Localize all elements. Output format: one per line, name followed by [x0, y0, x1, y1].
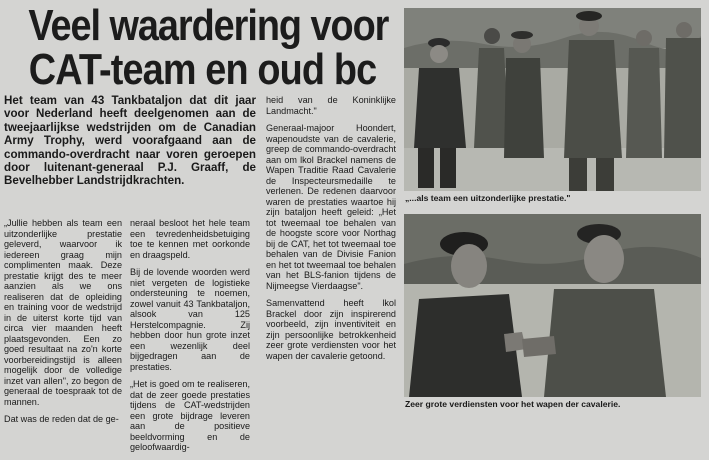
photo-team-award	[404, 8, 701, 191]
article-column-3	[266, 95, 396, 368]
headline-line-2: CAT-team en oud bc	[28, 45, 377, 94]
article-column-1	[4, 218, 122, 432]
photo-1-caption: „...als team een uitzonderlijke prestatie."	[405, 193, 571, 203]
photo-medal-award-image	[404, 214, 701, 397]
photo-team-award-image	[404, 8, 701, 191]
column-3-paragraph-1: heid van de Koninklijke Landmacht."	[266, 95, 396, 116]
column-3-paragraph-3: Samenvattend heeft lkol Brackel door zijn inspirerend voorbeeld, zijn inventiviteit en zijn persoonlijke betrokkenheid zeer grote verdiensten voor het wapen der cavalerie getoond.	[266, 298, 396, 361]
photo-2-caption: Zeer grote verdiensten voor het wapen der cavalerie.	[405, 399, 621, 409]
photo-medal-award	[404, 214, 701, 397]
column-3-paragraph-2: Generaal-majoor Hoondert, wapenoudste van de cavalerie, greep de commando-overdracht aan om lkol Brackel namens de Wapen Traditie Raad Cavalerie de Inspecteursmedaille te verlenen. De redenen daarvoor waren de prestaties waartoe hij zijn bataljon heeft geleid: „Het tot tweemaal toe behalen van de hoogste score voor Northag bij de CAT, het tot tweemaal toe behalen van de Divisie Fanion en het tot tweemaal toe behalen van het BLS-fanion tijdens de Nijmeegse Vierdaagse".	[266, 123, 396, 291]
column-2-paragraph-3: „Het is goed om te realiseren, dat de zeer goede prestaties tijdens de CAT-wedstrijden een grote bijdrage leveren aan de positieve beeldvorming en de geloofwaardig-	[130, 379, 250, 452]
article-column-2	[130, 218, 250, 460]
headline-line-1: Veel waardering voor	[28, 1, 389, 50]
column-2-paragraph-1: neraal besloot het hele team een tevredenheidsbetuiging toe te kennen met oorkonde en draagspeld.	[130, 218, 250, 260]
headline	[0, 1, 405, 94]
column-2-paragraph-2: Bij de lovende woorden werd niet vergeten de logistieke ondersteuning te noemen, zowel vanuit 43 Tankbataljon, alsook van 125 Herstelcompagnie. Zij hebben door hun grote inzet een wezenlijk deel bijgedragen aan de prestaties.	[130, 267, 250, 372]
column-1-paragraph-1: „Jullie hebben als team een uitzonderlijke prestatie geleverd, waarvoor ik iedereen graag mijn complimenten maak. Deze prestatie krijgt des te meer aanzien als we ons realiseren dat de opleiding en training voor de wedstrijd in de uiterst korte tijd van circa vier maanden heeft plaatsgevonden. Een zo goed resultaat na zo'n korte voorbereidingstijd is alleen mogelijk door de volledige inzet van allen", zo begon de generaal de toespraak tot de mannen.	[4, 218, 122, 407]
column-1-paragraph-2: Dat was de reden dat de ge-	[4, 414, 119, 424]
intro-paragraph: Het team van 43 Tankbataljon dat dit jaar voor Nederland heeft deelgenomen aan de tweejaarlijkse wedstrijden om de Canadian Army Trophy, werd voorafgaand aan de commando-overdracht naar voren geroepen door luitenant-generaal P.J. Graaff, de Bevelhebber Landstrijdkrachten.	[4, 94, 256, 188]
